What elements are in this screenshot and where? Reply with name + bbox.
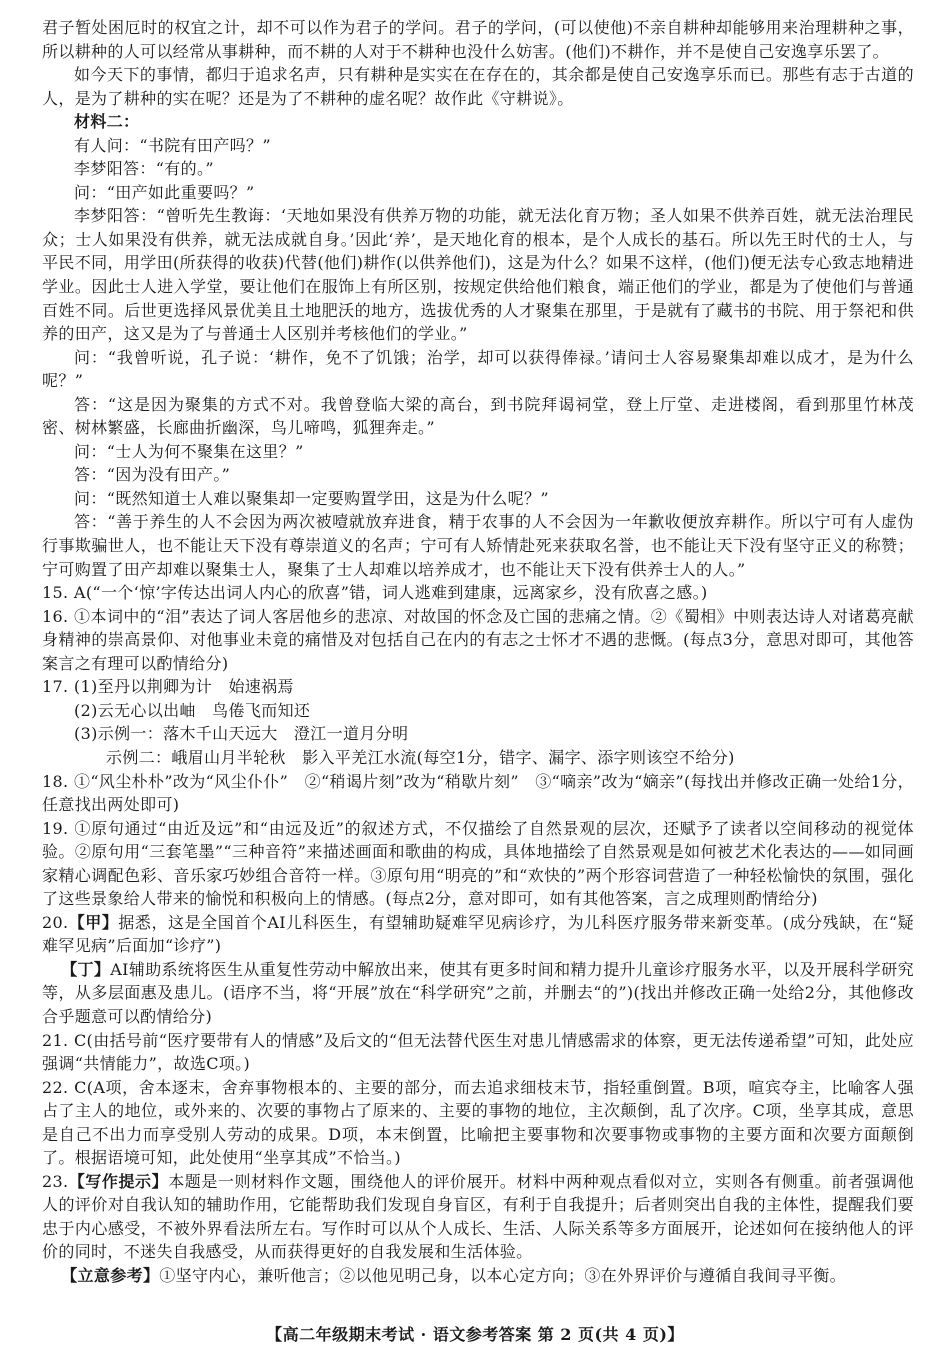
label-jia: 【甲】	[68, 912, 119, 932]
material-heading: 材料二：	[74, 112, 140, 132]
answer-20-ding-text: AI辅助系统将医生从重复性劳动中解放出来，使其有更多时间和精力提升儿童诊疗服务水平，以及开展科学研究等，从多层面惠及患儿。(语序不当，将“开展”放在“科学研究”之前，并删去“的”)(找出并修改正确一处给2分，其他修改合乎题意可以酌情给分)	[42, 959, 914, 1026]
answer-20-ding	[42, 958, 914, 1029]
dialogue-line: 答：“因为没有田产。”	[74, 465, 231, 485]
dialogue-line: 问：“我曾听说，孔子说：‘耕作，免不了饥饿；治学，却可以获得俸禄。’请问士人容易聚集却难以成才，是为什么呢？”	[42, 347, 914, 391]
answer-17-item: (2)云无心以出岫 鸟倦飞而知还	[74, 700, 311, 720]
label-idea-reference: 【立意参考】	[61, 1265, 160, 1285]
answer-23-tip: 23.【写作提示】本题是一则材料作文题，围绕他人的评价展开。材料中两种观点看似对立，实则各有侧重。前者强调他人的评价对自我认知的辅助作用，它能帮助我们发现自身盲区，有利于自我提升；后者则突出自我的主体性，提醒我们要忠于内心感受，不被外界看法所左右。写作时可以从个人成长、生活、人际关系等多方面展开，论述如何在接纳他人的评价的同时，不迷失自我感受，从而获得更好的自我发展和生活体验。	[42, 1171, 914, 1262]
passage-paragraph: 如今天下的事情，都归于追求名声，只有耕种是实实在在存在的，其余都是使自己安逸享乐而已。那些有志于古道的人，是为了耕种的实在呢？还是为了不耕种的虚名呢？故作此《守耕说》。	[42, 65, 914, 108]
answer-17-item: 示例二：峨眉山月半轮秋 影入平羌江水流(每空1分，错字、漏字、添字则该空不给分)	[106, 747, 735, 767]
answer-17-item: (3)示例一：落木千山天远大 澄江一道月分明	[74, 724, 409, 744]
label-writing-tip: 【写作提示】	[68, 1171, 169, 1191]
label-ding: 【丁】	[61, 959, 111, 979]
answer-23-idea-text: ①坚守内心，兼听他言；②以他见明己身，以本心定方向；③在外界评价与遵循自我间寻平衡。	[159, 1265, 846, 1285]
dialogue-line: 有人问：“书院有田产吗？”	[74, 135, 271, 155]
answer-21: 21. C(由括号前“医疗要带有人的情感”及后文的“但无法替代医生对患儿情感需求的体察，更无法传递希望”可知，此处应强调“共情能力”，故选C项。)	[42, 1030, 914, 1074]
answer-20-jia-text: 据悉，这是全国首个AI儿科医生，有望辅助疑难罕见病诊疗，为儿科医疗服务带来新变革。(成分残缺，在“疑难罕见病”后面加“诊疗”)	[42, 912, 914, 956]
answer-19: 19. ①原句通过“由近及远”和“由远及近”的叙述方式，不仅描绘了自然景观的层次，还赋予了读者以空间移动的视觉体验。②原句用“三套笔墨”“三种音符”来描述画面和歌曲的构成，具体地描绘了自然景观是如何被艺术化表达的——如同画家精心调配色彩、音乐家巧妙组合音符一样。③原句用“明亮的”和“欢快的”两个形容词营造了一种轻松愉快的氛围，强化了这些景象给人带来的愉悦和积极向上的情感。(每点2分，意对即可，如有其他答案，言之成理则酌情给分)	[42, 818, 914, 909]
page-footer	[0, 1322, 950, 1345]
answer-15: 15. A(“一个‘惊’字传达出词人内心的欣喜”错，词人逃难到建康，远离家乡，没有欣喜之感。)	[42, 583, 708, 603]
answer-23-tip-text: 本题是一则材料作文题，围绕他人的评价展开。材料中两种观点看似对立，实则各有侧重。前者强调他人的评价对自我认知的辅助作用，它能帮助我们发现自身盲区，有利于自我提升；后者则突出自我的主体性，提醒我们要忠于内心感受，不被外界看法所左右。写作时可以从个人成长、生活、人际关系等多方面展开，论述如何在接纳他人的评价的同时，不迷失自我感受，从而获得更好的自我发展和生活体验。	[42, 1171, 914, 1262]
answer-document	[42, 16, 914, 1288]
dialogue-line: 李梦阳答：“曾听先生教诲：‘天地如果没有供养万物的功能，就无法化育万物；圣人如果不供养百姓，就无法治理民众；士人如果没有供养，就无法成就自身。’因此‘养’，是天地化育的根本，是个人成长的基石。所以先王时代的士人，与平民不同，用学田(所获得的收获)代替(他们)耕作(以供养他们)，这是为什么？如果不这样，(他们)便无法专心致志地精进学业。因此士人进入学堂，要让他们在服饰上有所区别，按规定供给他们粮食，端正他们的学业，都是为了使他们与普通百姓不同。后世更选择风景优美且土地肥沃的地方，选拔优秀的人才聚集在那里，于是就有了藏书的书院、用于祭祀和供养的田产，这又是为了与普通士人区别并考核他们的学业。”	[42, 206, 914, 344]
answer-23-idea	[42, 1264, 914, 1288]
answer-22: 22. C(A项，舍本逐末，舍弃事物根本的、主要的部分，而去追求细枝末节，指轻重倒置。B项，喧宾夺主，比喻客人强占了主人的地位，或外来的、次要的事物占了原来的、主要的事物的地位，主次颠倒，乱了次序。C项，坐享其成，意思是自己不出力而享受别人劳动的成果。D项，本末倒置，比喻把主要事物和次要事物或事物的主要方面和次要方面颠倒了。根据语境可知，此处使用“坐享其成”不恰当。)	[42, 1077, 914, 1168]
dialogue-line: 问：“既然知道士人难以聚集却一定要购置学田，这是为什么呢？”	[74, 488, 549, 508]
answer-16: 16. ①本词中的“泪”表达了词人客居他乡的悲凉、对故国的怀念及亡国的悲痛之情。②《蜀相》中则表达诗人对诸葛亮献身精神的崇高景仰、对他事业未竟的痛惜及对包括自己在内的有志之士怀才不遇的悲慨。(每点3分，意思对即可，其他答案言之有理可以酌情给分)	[42, 606, 914, 673]
footer-page-number: 第 2 页(共 4 页)】	[537, 1325, 684, 1344]
passage-paragraph: 君子暂处困厄时的权宜之计，却不可以作为君子的学问。君子的学问，(可以使他)不亲自耕种却能够用来治理耕种之事，所以耕种的人可以经常从事耕种，而不耕的人对于不耕种也没什么妨害。(他们)不耕作，并不是使自己安逸享乐罢了。	[42, 18, 914, 61]
dialogue-line: 问：“士人为何不聚集在这里？”	[74, 441, 304, 461]
dialogue-line: 答：“善于养生的人不会因为两次被噎就放弃进食，精于农事的人不会因为一年歉收便放弃耕作。所以宁可有人虚伪行事欺骗世人，也不能让天下没有尊崇道义的名声；宁可有人矫情赴死来获取名誉，也不能让天下没有坚守正义的称赞；宁可购置了田产却难以聚集士人，聚集了士人却难以培养成才，也不能让天下没有供养士人的人。”	[42, 512, 914, 579]
answer-20-jia: 20.【甲】据悉，这是全国首个AI儿科医生，有望辅助疑难罕见病诊疗，为儿科医疗服务带来新变革。(成分残缺，在“疑难罕见病”后面加“诊疗”)	[42, 912, 914, 956]
footer-subject: 语文参考答案	[432, 1325, 532, 1344]
answer-18: 18. ①“风尘朴朴”改为“风尘仆仆” ②“稍谒片刻”改为“稍歇片刻” ③“嘀亲”改为“嫡亲”(每找出并修改正确一处给1分，任意找出两处即可)	[42, 771, 914, 815]
footer-separator: ·	[420, 1325, 427, 1344]
dialogue-line: 李梦阳答：“有的。”	[74, 159, 214, 179]
dialogue-line: 问：“田产如此重要吗？”	[74, 182, 255, 202]
footer-exam: 【高二年级期末考试	[266, 1325, 415, 1344]
dialogue-line: 答：“这是因为聚集的方式不对。我曾登临大梁的高台，到书院拜谒祠堂，登上厅堂、走进楼阁，看到那里竹林茂密、树林繁盛，长廊曲折幽深，鸟儿啼鸣，狐狸奔走。”	[42, 394, 914, 438]
answer-17: 17. (1)至丹以荆卿为计 始速祸焉	[42, 677, 294, 697]
